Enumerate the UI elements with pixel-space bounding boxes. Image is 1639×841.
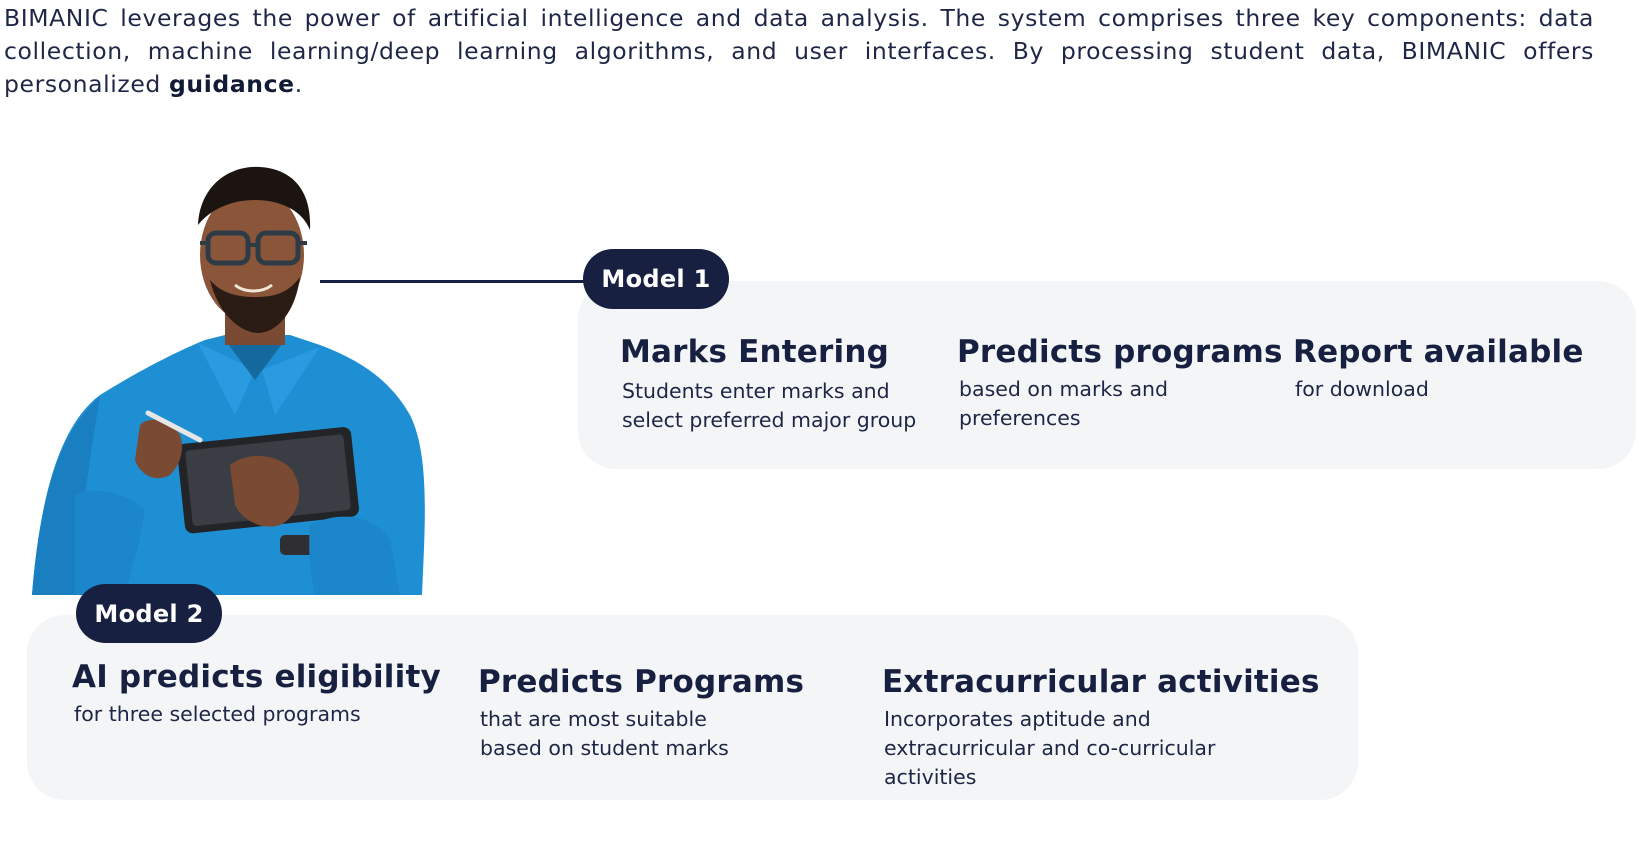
- feature-desc: Incorporates aptitude and extracurricular and co-curricular activities: [884, 707, 1216, 789]
- feature-extracurricular: [882, 663, 1320, 792]
- feature-title: Predicts programs: [957, 334, 1283, 370]
- feature-title: Marks Entering: [620, 334, 889, 370]
- feature-desc: that are most suitable based on student marks: [480, 707, 729, 760]
- model-1-badge: Model 1: [583, 249, 729, 309]
- feature-report-available: [1293, 333, 1584, 404]
- model-2-badge: Model 2: [76, 584, 222, 643]
- feature-predicts-programs: [957, 333, 1283, 433]
- connector-line: [320, 280, 585, 283]
- intro-end: .: [294, 70, 303, 98]
- intro-paragraph: [4, 2, 1594, 101]
- feature-desc: for download: [1295, 377, 1429, 401]
- feature-marks-entering: [620, 333, 922, 435]
- intro-bold-word: guidance: [169, 70, 295, 98]
- feature-title: Extracurricular activities: [882, 664, 1320, 700]
- intro-text: BIMANIC leverages the power of artificial intelligence and data analysis. The system comprises three key components: data collection, machine learning/deep learning algorithms, and user interfaces. By processing student data, BIMANIC offers personalized: [4, 4, 1594, 98]
- feature-title: Predicts Programs: [478, 664, 805, 700]
- feature-desc: based on marks and preferences: [959, 377, 1169, 430]
- feature-title: AI predicts eligibility: [72, 659, 441, 695]
- feature-ai-predicts-eligibility: [72, 658, 441, 729]
- student-with-tablet-image: [30, 165, 450, 615]
- feature-desc: for three selected programs: [74, 702, 361, 726]
- feature-predicts-programs-2: [478, 663, 804, 763]
- feature-title: Report available: [1293, 334, 1584, 370]
- feature-desc: Students enter marks and select preferred major group: [622, 379, 917, 432]
